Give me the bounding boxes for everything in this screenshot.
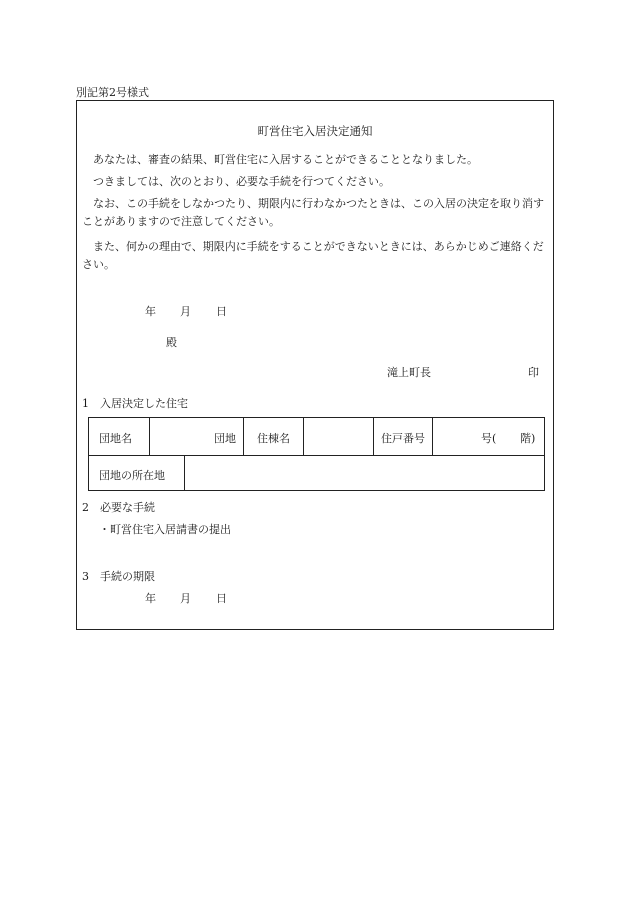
unit-suffix: 号( (481, 432, 497, 445)
paragraph-2: つきましては、次のとおり、必要な手続を行つてください。 (93, 175, 390, 188)
form-id: 別記第2号様式 (76, 86, 149, 99)
paragraph-4: また、何かの理由で、期限内に手続をすることができないときには、あらかじめご連絡ください。 (82, 240, 544, 271)
deadline-day: 日 (216, 592, 227, 605)
unit-number-label: 住戸番号 (381, 432, 425, 445)
location-label: 団地の所在地 (99, 469, 165, 482)
date-month: 月 (180, 305, 191, 318)
paragraph-1: あなたは、審査の結果、町営住宅に入居することができることとなりました。 (93, 153, 478, 166)
floor-suffix: 階) (520, 432, 536, 445)
deadline-year: 年 (145, 592, 156, 605)
notice-frame (76, 100, 554, 630)
housing-table (88, 417, 545, 491)
seal-mark: 印 (528, 366, 539, 379)
building-name-label: 住棟名 (257, 432, 290, 445)
danchi-suffix: 団地 (214, 432, 236, 445)
issuer-name: 滝上町長 (387, 366, 431, 379)
section-3-heading: 3 手続の期限 (82, 570, 155, 583)
date-day: 日 (216, 305, 227, 318)
document-title: 町営住宅入居決定通知 (257, 124, 373, 138)
paragraph-3: なお、この手続をしなかつたり、期限内に行わなかつたときは、この入居の決定を取り消すことがありますので注意してください。 (82, 197, 544, 228)
deadline-month: 月 (180, 592, 191, 605)
danchi-name-label: 団地名 (99, 432, 132, 445)
required-procedure-item: ・町営住宅入居請書の提出 (99, 523, 231, 536)
section-1-heading: 1 入居決定した住宅 (82, 397, 188, 410)
section-2-heading: 2 必要な手続 (82, 501, 155, 514)
date-year: 年 (145, 305, 156, 318)
addressee-suffix: 殿 (166, 336, 177, 349)
